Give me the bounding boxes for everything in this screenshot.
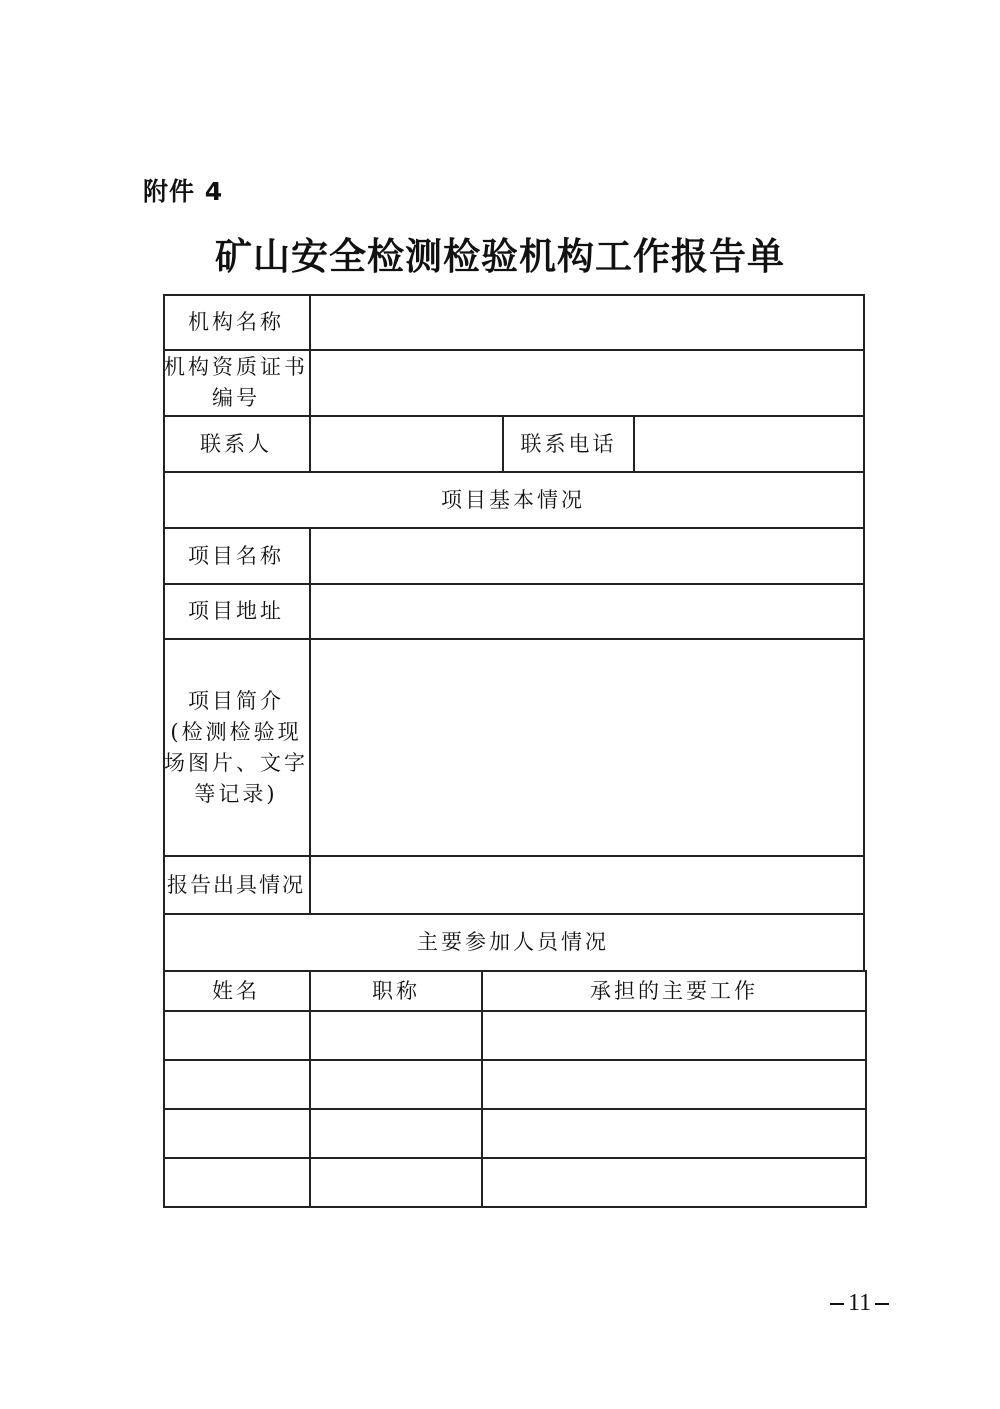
staff-col-name <box>163 970 309 1012</box>
contact-phone-text: 联系电话 <box>520 431 617 456</box>
cert-number-text-line1: 机构资质证书 <box>164 355 308 379</box>
page-number <box>826 1290 893 1317</box>
table-rule <box>863 294 865 972</box>
cert-number-label <box>163 349 309 417</box>
contact-person-field[interactable] <box>311 417 502 471</box>
project-intro-text-line3: 场图片、文字 <box>164 750 308 775</box>
project-name-label <box>163 527 309 585</box>
org-name-label <box>163 294 309 351</box>
staff-row[interactable] <box>165 1061 865 1108</box>
project-section-header <box>163 471 863 529</box>
cert-number-text-line2: 编号 <box>212 386 260 410</box>
staff-col-duty <box>483 970 865 1012</box>
staff-col-duty-text: 承担的主要工作 <box>590 978 758 1003</box>
report-status-text: 报告出具情况 <box>167 872 305 897</box>
report-status-field[interactable] <box>311 857 863 913</box>
org-name-field[interactable] <box>311 296 863 349</box>
project-address-text: 项目地址 <box>188 599 284 623</box>
staff-row[interactable] <box>165 1110 865 1157</box>
staff-col-name-text: 姓名 <box>212 978 260 1003</box>
page-number-dash-left <box>830 1303 844 1305</box>
table-rule <box>163 1206 867 1208</box>
staff-row[interactable] <box>165 1012 865 1059</box>
cert-number-field[interactable] <box>311 351 863 415</box>
page-number-dash-right <box>875 1303 889 1305</box>
project-intro-label <box>163 638 309 857</box>
staff-col-title <box>311 970 481 1012</box>
report-status-label <box>163 855 309 915</box>
project-intro-text-line2: (检测检验现 <box>170 719 302 744</box>
project-section-text: 项目基本情况 <box>441 487 585 512</box>
staff-row[interactable] <box>165 1159 865 1206</box>
form-title: 矿山安全检测检验机构工作报告单 <box>215 234 785 278</box>
contact-person-text: 联系人 <box>200 431 272 456</box>
project-intro-field[interactable] <box>311 640 863 855</box>
project-address-label <box>163 583 309 640</box>
table-rule <box>865 970 867 1208</box>
contact-phone-field[interactable] <box>635 417 863 471</box>
project-intro-text-line1: 项目简介 <box>188 688 284 713</box>
staff-col-title-text: 职称 <box>372 978 420 1003</box>
project-address-field[interactable] <box>311 585 863 638</box>
staff-section-header <box>163 913 863 972</box>
contact-phone-label <box>504 415 633 473</box>
project-intro-text-line4: 等记录) <box>194 781 278 806</box>
project-name-field[interactable] <box>311 529 863 583</box>
report-form-table <box>163 294 867 1208</box>
attachment-label: 附件 4 <box>143 177 224 206</box>
project-name-text: 项目名称 <box>188 543 284 568</box>
org-name-text: 机构名称 <box>188 310 284 334</box>
staff-section-text: 主要参加人员情况 <box>417 930 609 954</box>
contact-person-label <box>163 415 309 473</box>
page-number-text: 11 <box>848 1290 872 1316</box>
